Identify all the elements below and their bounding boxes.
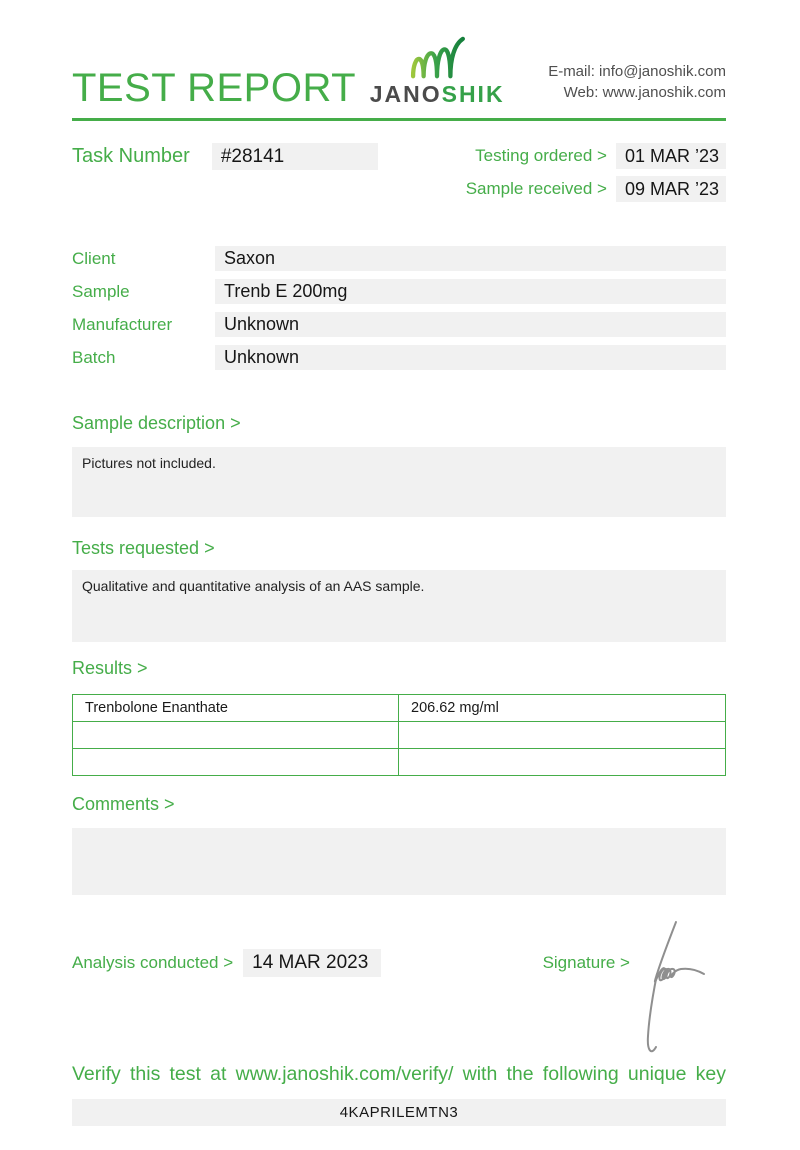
task-number-value: #28141 bbox=[212, 143, 378, 170]
task-number-group bbox=[72, 143, 378, 202]
report-header bbox=[72, 36, 726, 110]
comments-title: Comments > bbox=[72, 794, 175, 814]
dates-group bbox=[466, 143, 726, 202]
tests-requested-box: Qualitative and quantitative analysis of an AAS sample. bbox=[72, 570, 726, 642]
results-title: Results > bbox=[72, 658, 148, 678]
table-row bbox=[73, 722, 726, 749]
growth-chart-icon bbox=[408, 36, 466, 80]
table-row bbox=[73, 749, 726, 776]
testing-ordered-value: 01 MAR ’23 bbox=[616, 143, 726, 169]
task-and-dates-row bbox=[72, 143, 726, 202]
result-substance: Trenbolone Enanthate bbox=[73, 695, 399, 722]
brand-word-dark: JANO bbox=[369, 81, 442, 107]
sample-row bbox=[72, 279, 726, 304]
sample-description-box: Pictures not included. bbox=[72, 447, 726, 517]
batch-row bbox=[72, 345, 726, 370]
header-divider bbox=[72, 118, 726, 121]
results-table bbox=[72, 694, 726, 776]
sample-info-list bbox=[72, 246, 726, 370]
batch-value: Unknown bbox=[215, 345, 726, 370]
web-label: Web: bbox=[563, 84, 599, 102]
janoshik-logo bbox=[370, 36, 505, 106]
manufacturer-row bbox=[72, 312, 726, 337]
result-concentration bbox=[399, 749, 726, 776]
signature-image bbox=[643, 914, 749, 1064]
result-substance bbox=[73, 722, 399, 749]
sample-received-row bbox=[466, 176, 726, 202]
unique-key-value: 4KAPRILEMTN3 bbox=[72, 1099, 726, 1126]
analysis-signature-row bbox=[72, 949, 726, 977]
result-substance bbox=[73, 749, 399, 776]
batch-label: Batch bbox=[72, 348, 116, 367]
sample-description-title: Sample description > bbox=[72, 413, 241, 433]
signature-label: Signature > bbox=[542, 953, 630, 972]
page-title: TEST REPORT bbox=[72, 66, 357, 110]
analysis-conducted-value: 14 MAR 2023 bbox=[243, 949, 381, 977]
email-value: info@janoshik.com bbox=[599, 62, 726, 80]
client-label: Client bbox=[72, 249, 116, 268]
result-concentration: 206.62 mg/ml bbox=[399, 695, 726, 722]
table-row bbox=[73, 695, 726, 722]
tests-requested-title: Tests requested > bbox=[72, 538, 215, 558]
sample-value: Trenb E 200mg bbox=[215, 279, 726, 304]
contact-email-line bbox=[548, 61, 726, 83]
verify-instruction: Verify this test at www.janoshik.com/verify/ with the following unique key bbox=[72, 1063, 726, 1085]
testing-ordered-row bbox=[466, 143, 726, 169]
email-label: E-mail: bbox=[548, 62, 595, 80]
brand-word-green: SHIK bbox=[441, 81, 505, 107]
manufacturer-label: Manufacturer bbox=[72, 315, 173, 334]
contact-web-line bbox=[548, 82, 726, 104]
result-concentration bbox=[399, 722, 726, 749]
sample-received-label: Sample received > bbox=[465, 179, 607, 198]
manufacturer-value: Unknown bbox=[215, 312, 726, 337]
client-row bbox=[72, 246, 726, 271]
task-number-label: Task Number bbox=[72, 145, 190, 167]
web-value: www.janoshik.com bbox=[602, 84, 726, 102]
contact-info bbox=[548, 61, 726, 105]
sample-label: Sample bbox=[72, 282, 130, 301]
brand-wordmark bbox=[370, 83, 505, 106]
analysis-conducted-label: Analysis conducted > bbox=[72, 953, 234, 972]
testing-ordered-label: Testing ordered > bbox=[475, 146, 607, 165]
sample-received-value: 09 MAR ’23 bbox=[616, 176, 726, 202]
client-value: Saxon bbox=[215, 246, 726, 271]
comments-box bbox=[72, 828, 726, 895]
